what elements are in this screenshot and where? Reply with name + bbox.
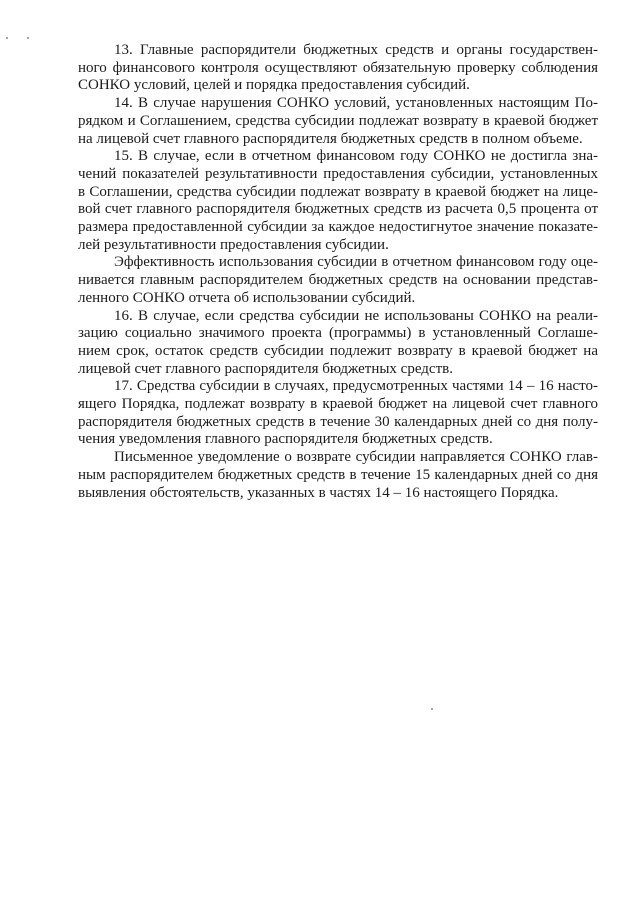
text-line: в Соглашении, средства субсидии подлежат возврату в краевой бюджет на лице- — [78, 183, 598, 200]
text-line: 13. Главные распорядители бюджетных средств и органы государствен- — [114, 42, 598, 58]
text-line: ленного СОНКО отчета об использовании субсидий. — [78, 289, 416, 306]
text-line: нием срок, остаток средств субсидии подлежит возврату в краевой бюджет на — [78, 342, 598, 359]
text-line: чений показателей результативности предоставления субсидии, установленных — [78, 165, 598, 182]
text-line: чения уведомления главного распорядителя бюджетных средств. — [78, 431, 493, 448]
text-line: ящего Порядка, подлежат возврату в краевой бюджет на лицевой счет главного — [78, 396, 598, 413]
text-line: ным распорядителем бюджетных средств в течение 15 календарных дней со дня — [78, 466, 598, 483]
text-line: вой счет главного распорядителя бюджетных средств из расчета 0,5 процента от — [78, 201, 598, 218]
paragraph — [78, 449, 598, 502]
text-line: 16. В случае, если средства субсидии не использованы СОНКО на реали- — [114, 307, 598, 324]
text-line: Эффективность использования субсидии в отчетном финансовом году оце- — [114, 254, 598, 271]
text-line: 15. В случае, если в отчетном финансовом году СОНКО не достигла зна- — [114, 148, 598, 165]
text-line: выявления обстоятельств, указанных в частях 14 – 16 настоящего Порядка. — [78, 484, 559, 501]
text-line: зацию социально значимого проекта (программы) в установленный Соглаше- — [78, 325, 598, 342]
paragraph — [78, 148, 598, 254]
text-line: нивается главным распорядителем бюджетных средств на основании представ- — [78, 272, 598, 289]
text-line: лей результативности предоставления субсидии. — [78, 236, 389, 253]
text-line: лицевой счет главного распорядителя бюджетных средств. — [78, 360, 453, 377]
text-line: СОНКО условий, целей и порядка предоставления субсидий. — [78, 77, 470, 94]
paragraph — [78, 308, 598, 379]
text-line: ного финансового контроля осуществляют обязательную проверку соблюдения — [78, 59, 598, 76]
paragraph — [78, 42, 598, 95]
paragraph — [78, 378, 598, 449]
paragraph — [78, 95, 598, 148]
text-line: 14. В случае нарушения СОНКО условий, установленных настоящим По- — [114, 95, 598, 112]
text-line: на лицевой счет главного распорядителя бюджетных средств в полном объеме. — [78, 130, 583, 147]
document-text — [78, 42, 598, 502]
scan-speck — [431, 708, 433, 710]
text-line: 17. Средства субсидии в случаях, предусмотренных частями 14 – 16 насто- — [114, 378, 598, 395]
paragraph — [78, 254, 598, 307]
text-line: рядком и Соглашением, средства субсидии подлежат возврату в краевой бюджет — [78, 112, 598, 129]
text-line: распорядителя бюджетных средств в течение 30 календарных дней со дня полу- — [78, 413, 598, 430]
scan-speck — [6, 37, 8, 39]
scan-speck — [27, 37, 29, 39]
text-line: Письменное уведомление о возврате субсидии направляется СОНКО глав- — [114, 449, 598, 466]
text-line: размера предоставленной субсидии за каждое недостигнутое значение показате- — [78, 219, 598, 236]
